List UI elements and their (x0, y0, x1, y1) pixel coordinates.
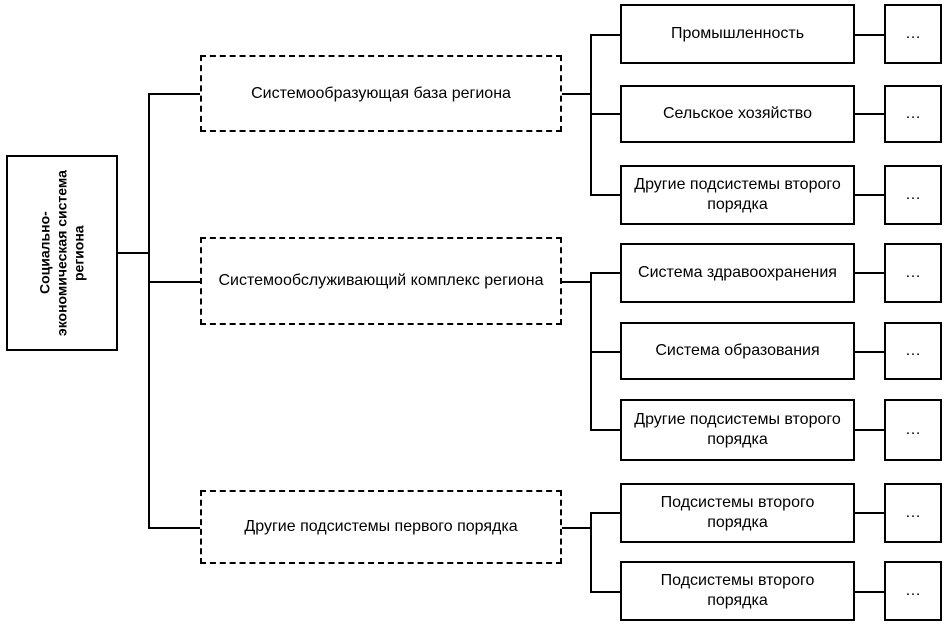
node-l2-0 (620, 4, 855, 64)
node-l3-3-label: … (905, 264, 921, 282)
connector-l1-0-child-1 (590, 113, 620, 115)
node-l1-1 (200, 237, 562, 325)
node-l1-0-label: Системообразующая база региона (251, 84, 511, 102)
node-l3-1 (884, 85, 942, 143)
connector-l1-2-child-1 (590, 591, 620, 593)
node-l3-2-label: … (905, 186, 921, 204)
connector-l1-1-child-2 (590, 429, 620, 431)
connector-spine-l1-0 (148, 93, 200, 95)
node-l2-5-label: Другие подсистемы второго порядка (634, 411, 841, 448)
node-l3-5-label: … (905, 421, 921, 439)
node-l3-0-label: … (905, 25, 921, 43)
connector-l3-0 (855, 34, 885, 36)
node-root-label: Социально-экономическая система региона (36, 170, 87, 336)
node-l3-5 (884, 399, 942, 461)
node-l1-2-label: Другие подсистемы первого порядка (244, 518, 518, 536)
connector-spine-vertical (148, 93, 150, 528)
connector-l1-1-child-0 (590, 272, 620, 274)
node-l2-3-label: Система здравоохранения (638, 264, 837, 282)
connector-l3-5 (855, 429, 885, 431)
connector-l3-4 (855, 351, 885, 353)
node-l2-4 (620, 322, 855, 380)
node-l2-2 (620, 165, 855, 225)
node-l3-2 (884, 165, 942, 225)
node-l3-0 (884, 4, 942, 64)
node-l3-6 (884, 483, 942, 543)
node-l3-7-label: … (905, 582, 921, 600)
node-l2-7 (620, 561, 855, 621)
node-l2-1-label: Сельское хозяйство (662, 105, 813, 123)
node-l2-1 (620, 85, 855, 143)
connector-l1-0-out (562, 93, 592, 95)
node-root (6, 155, 118, 351)
connector-l3-2 (855, 194, 885, 196)
node-l2-3 (620, 243, 855, 303)
connector-spine-l1-1 (148, 281, 200, 283)
connector-spine-l1-2 (148, 527, 200, 529)
connector-l1-2-bus (590, 512, 592, 592)
node-l2-6-label: Подсистемы второго порядка (660, 494, 815, 531)
connector-l3-1 (855, 113, 885, 115)
node-l2-0-label: Промышленность (670, 25, 805, 43)
connector-l1-2-child-0 (590, 512, 620, 514)
node-l3-4-label: … (905, 342, 921, 360)
node-l1-2 (200, 490, 562, 564)
node-l2-4-label: Система образования (655, 342, 820, 360)
connector-l3-6 (855, 512, 885, 514)
node-l3-6-label: … (905, 504, 921, 522)
node-l3-3 (884, 243, 942, 303)
connector-l1-1-child-1 (590, 351, 620, 353)
node-l2-2-label: Другие подсистемы второго порядка (634, 176, 841, 213)
connector-l3-7 (855, 591, 885, 593)
connector-l1-0-child-2 (590, 194, 620, 196)
node-l3-4 (884, 322, 942, 380)
connector-l3-3 (855, 272, 885, 274)
connector-l1-1-out (562, 281, 592, 283)
connector-l1-2-out (562, 527, 592, 529)
node-l2-7-label: Подсистемы второго порядка (660, 572, 815, 609)
node-l3-7 (884, 561, 942, 621)
connector-root-spine (118, 252, 150, 254)
node-l1-1-label: Системообслуживающий комплекс региона (218, 272, 544, 290)
node-l1-0 (200, 55, 562, 132)
node-l2-5 (620, 399, 855, 461)
node-l3-1-label: … (905, 105, 921, 123)
node-l2-6 (620, 483, 855, 543)
connector-l1-0-child-0 (590, 34, 620, 36)
